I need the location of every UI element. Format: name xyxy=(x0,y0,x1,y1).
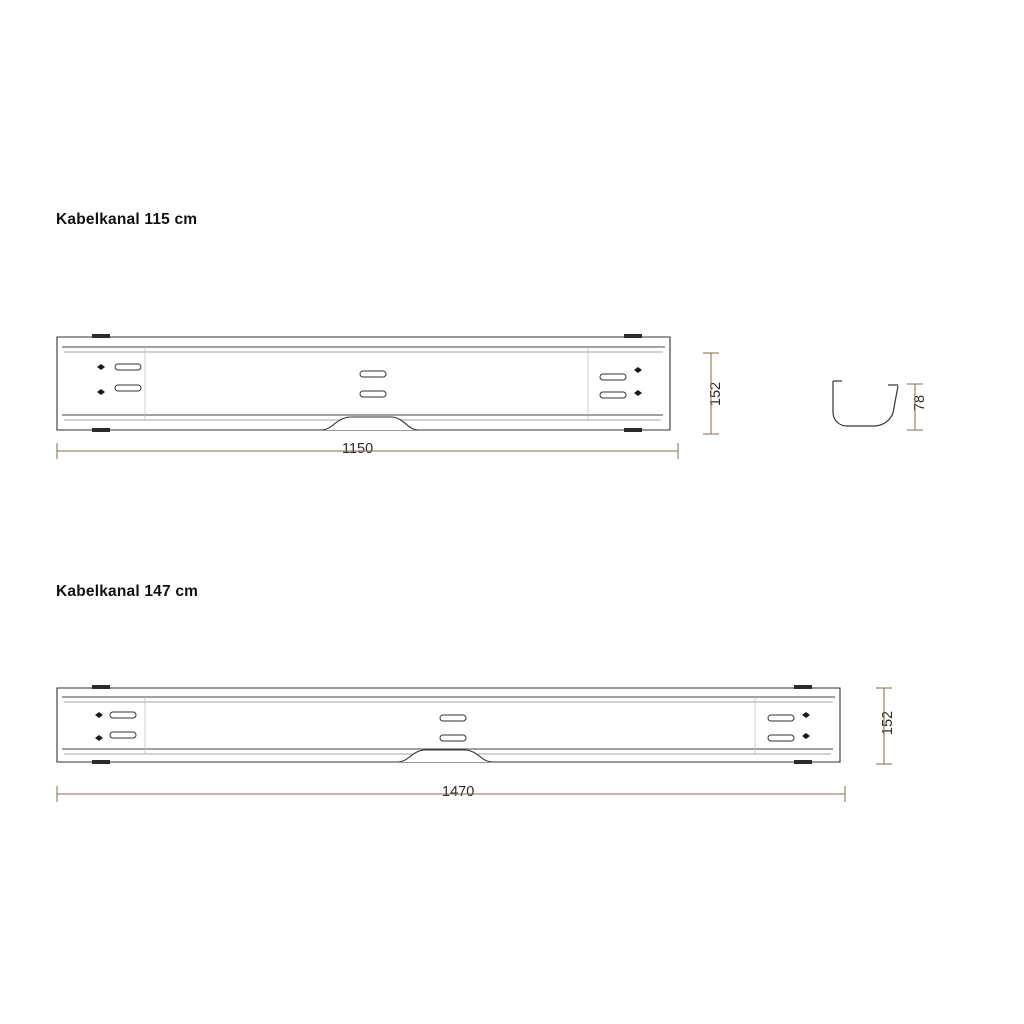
profile-cross-section xyxy=(833,381,898,426)
figure-title-115: Kabelkanal 115 cm xyxy=(56,211,198,228)
dimension-label-depth-profile: 78 xyxy=(912,389,928,417)
dimension-depth-profile xyxy=(907,384,923,430)
dimension-length-147 xyxy=(57,786,845,802)
dimension-height-147 xyxy=(876,688,892,764)
figure-title-147: Kabelkanal 147 cm xyxy=(56,583,199,600)
dimension-label-length-115: 1150 xyxy=(336,441,379,457)
figure-115-geometry xyxy=(57,334,670,432)
dimension-label-length-147: 1470 xyxy=(436,784,480,800)
dimension-height-115 xyxy=(703,353,719,434)
dimension-label-height-115: 152 xyxy=(708,376,724,412)
figure-147-geometry xyxy=(57,685,840,764)
dimension-label-height-147: 152 xyxy=(880,705,896,741)
dimension-length-115 xyxy=(57,443,678,459)
